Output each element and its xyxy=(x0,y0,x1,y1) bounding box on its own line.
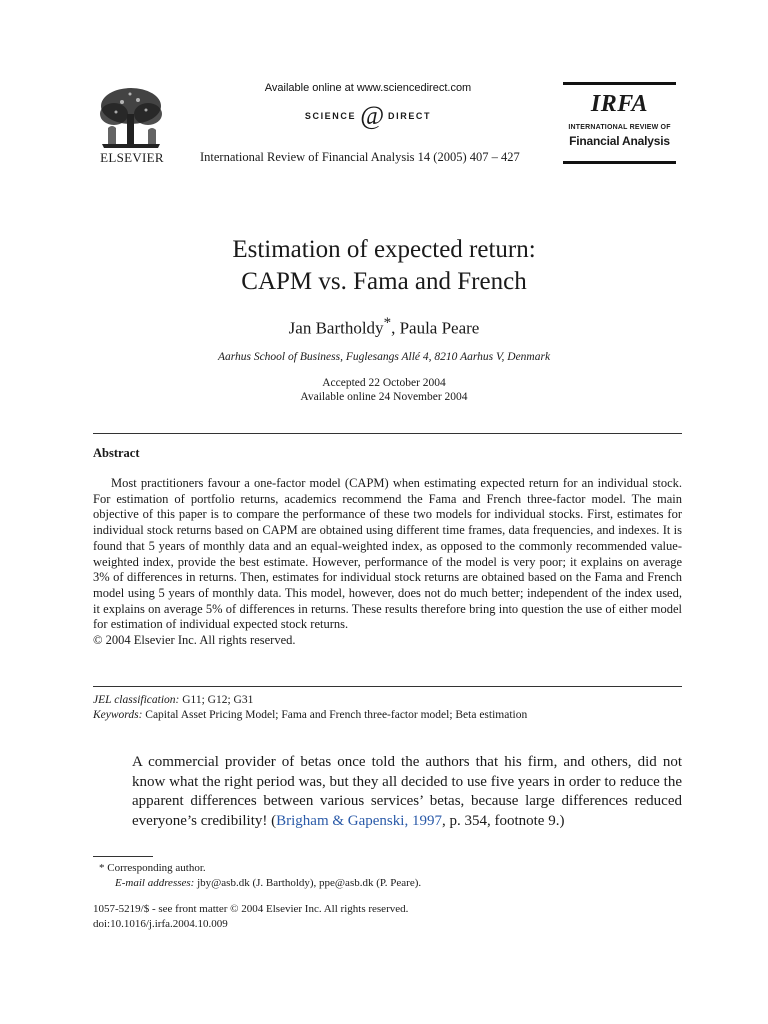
footnote-rule xyxy=(93,856,153,857)
authors xyxy=(0,315,768,339)
quote-tail: , p. 354, footnote 9.) xyxy=(441,812,565,829)
sciencedirect-direct-word: DIRECT xyxy=(388,111,432,121)
keywords xyxy=(93,709,527,721)
keywords-label: Keywords: xyxy=(93,709,143,721)
journal-logo-subtitle-bottom: Financial Analysis xyxy=(569,134,670,148)
journal-logo xyxy=(563,82,676,164)
jel-label: JEL classification: xyxy=(93,694,180,706)
jel-value: G11; G12; G31 xyxy=(179,694,254,706)
paper-title-line2: CAPM vs. Fama and French xyxy=(241,268,527,295)
doi-link[interactable]: doi:10.1016/j.irfa.2004.10.009 xyxy=(93,918,228,930)
quote-text: A commercial provider of betas once told the authors that his firm, and others, did not know what the right period was, but they all decided to use five years in order to reduce the apparent differences between various services’ betas, because large differences reduced everyone’s credibility! ( xyxy=(132,754,682,829)
sciencedirect-available-online: Available online at www.sciencedirect.com xyxy=(264,82,472,94)
author-1: Jan Bartholdy xyxy=(288,318,384,338)
corresponding-author-note: * Corresponding author. xyxy=(99,862,206,874)
sciencedirect-science-word: SCIENCE xyxy=(304,111,357,121)
abstract-bottom-rule xyxy=(93,686,682,687)
abstract-copyright: © 2004 Elsevier Inc. All rights reserved. xyxy=(93,633,296,648)
journal-reference: International Review of Financial Analysis 14 (2005) 407 – 427 xyxy=(200,150,520,164)
email-addresses xyxy=(115,877,421,889)
sciencedirect-d-icon: @ xyxy=(360,101,385,130)
available-online-date: Available online 24 November 2004 xyxy=(300,391,468,403)
author-2: Paula Peare xyxy=(399,318,480,338)
author-separator: , xyxy=(391,318,400,338)
corresponding-author-marker[interactable]: * xyxy=(383,315,392,331)
email-label: E-mail addresses: xyxy=(115,877,195,889)
journal-logo-title: IRFA xyxy=(590,91,649,117)
abstract-heading: Abstract xyxy=(93,446,140,460)
affiliation: Aarhus School of Business, Fuglesangs Allé 4, 8210 Aarhus V, Denmark xyxy=(217,351,551,363)
journal-logo-subtitle-top: INTERNATIONAL REVIEW OF xyxy=(568,124,671,131)
keywords-value: Capital Asset Pricing Model; Fama and French three-factor model; Beta estimation xyxy=(142,709,528,721)
abstract-text: Most practitioners favour a one-factor model (CAPM) when estimating expected return for an individual stock. For estimation of portfolio returns, academics recommend the Fama and French three-factor model. The main objective of this paper is to compare the performance of these two models for individual stocks. First, estimates for individual stock returns based on CAPM are obtained using different time frames, data frequencies, and indexes. It is found that 5 years of monthly data and an equal-weighted index, as opposed to the commonly recommended value-weighted index, provide the best estimate. However, performance of the model is very poor; it explains on average 3% of differences in returns. Then, estimates for individual stock returns are obtained based on the Fama and French model using 5 years of monthly data. This model, however, does not do much better; independent of the index used, it explains on average 5% of differences in returns. These results therefore bring into question the use of either model for estimation of individual expected stock returns. xyxy=(93,476,682,632)
quote-citation-link[interactable]: Brigham & Gapenski, 1997 xyxy=(276,812,442,829)
accepted-date: Accepted 22 October 2004 xyxy=(322,377,446,389)
sciencedirect-logo xyxy=(248,103,488,129)
publisher-name: ELSEVIER xyxy=(100,150,164,165)
abstract-top-rule xyxy=(93,433,682,434)
email-value: jby@asb.dk (J. Bartholdy), ppe@asb.dk (P. Peare). xyxy=(194,877,422,889)
abstract-body xyxy=(93,476,682,649)
jel-classification xyxy=(93,694,253,706)
paper-title-line1: Estimation of expected return: xyxy=(232,236,536,263)
issn-line: 1057-5219/$ - see front matter © 2004 Elsevier Inc. All rights reserved. xyxy=(93,903,409,915)
epigraph-quote xyxy=(132,753,682,831)
